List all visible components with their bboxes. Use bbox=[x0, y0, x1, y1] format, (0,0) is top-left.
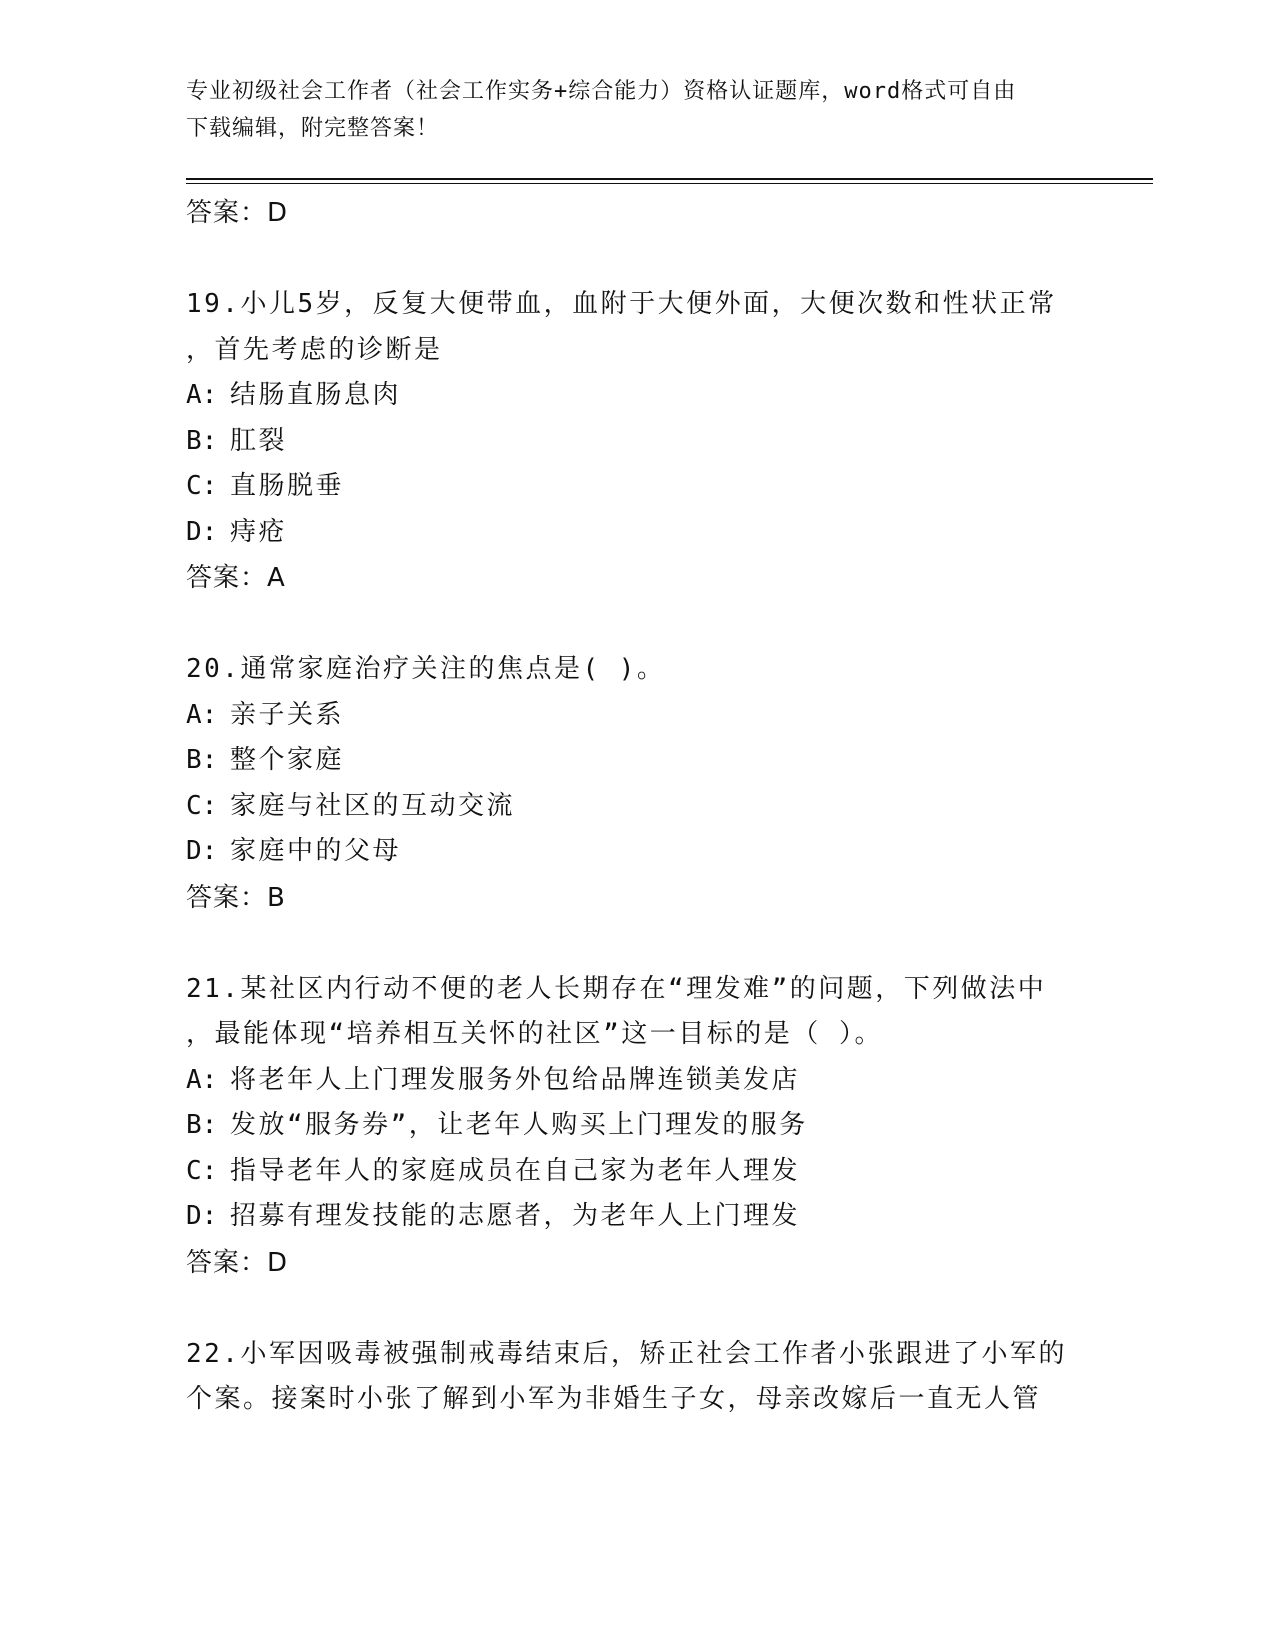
answer-line: 答案：A bbox=[186, 563, 286, 593]
option-b bbox=[186, 1103, 1086, 1149]
option-text: 指导老年人的家庭成员在自己家为老年人理发 bbox=[230, 1155, 801, 1186]
option-a bbox=[186, 693, 1086, 739]
option-d bbox=[186, 510, 1086, 556]
question-text-line: ，最能体现“培养相互关怀的社区”这一目标的是（ ）。 bbox=[186, 1019, 883, 1049]
option-c bbox=[186, 1149, 1086, 1195]
header-rule-thick bbox=[186, 178, 1153, 180]
option-label: B: bbox=[186, 745, 218, 775]
option-a bbox=[186, 1058, 1086, 1104]
option-text: 痔疮 bbox=[230, 516, 288, 547]
question-text-line: 22.小军因吸毒被强制戒毒结束后，矫正社会工作者小张跟进了小军的 bbox=[186, 1338, 1067, 1369]
question-text-line: 20.通常家庭治疗关注的焦点是( )。 bbox=[186, 654, 666, 684]
question-text-line: ，首先考虑的诊断是 bbox=[186, 334, 443, 365]
option-a bbox=[186, 373, 1086, 419]
option-label: A: bbox=[186, 380, 218, 410]
header-line-1: 专业初级社会工作者（社会工作实务+综合能力）资格认证题库，word格式可自由 bbox=[186, 79, 1017, 104]
option-label: A: bbox=[186, 699, 218, 730]
option-text: 招募有理发技能的志愿者，为老年人上门理发 bbox=[230, 1201, 801, 1231]
question-block bbox=[186, 967, 1086, 1286]
option-d bbox=[186, 1194, 1086, 1240]
option-label: D: bbox=[186, 516, 218, 547]
option-text: 家庭与社区的互动交流 bbox=[230, 790, 516, 821]
option-label: D: bbox=[186, 836, 218, 866]
question-text-line: 19.小儿5岁，反复大便带血，血附于大便外面，大便次数和性状正常 bbox=[186, 289, 1057, 319]
option-text: 家庭中的父母 bbox=[230, 836, 402, 866]
option-label: D: bbox=[186, 1201, 218, 1231]
option-b bbox=[186, 419, 1086, 465]
option-label: C: bbox=[186, 790, 218, 821]
option-c bbox=[186, 464, 1086, 510]
option-text: 将老年人上门理发服务外包给品牌连锁美发店 bbox=[230, 1064, 801, 1095]
option-label: A: bbox=[186, 1064, 218, 1095]
option-text: 结肠直肠息肉 bbox=[230, 380, 402, 410]
option-c bbox=[186, 784, 1086, 830]
question-block bbox=[186, 647, 1086, 921]
document-body bbox=[186, 190, 1086, 1423]
option-d bbox=[186, 829, 1086, 875]
option-label: B: bbox=[186, 425, 218, 456]
option-text: 整个家庭 bbox=[230, 745, 345, 775]
option-text: 亲子关系 bbox=[230, 699, 345, 730]
option-label: C: bbox=[186, 471, 218, 501]
header-rule-thin bbox=[186, 183, 1153, 184]
question-text-line: 21.某社区内行动不便的老人长期存在“理发难”的问题，下列做法中 bbox=[186, 973, 1047, 1004]
answer-line: 答案：D bbox=[186, 1247, 289, 1278]
answer-line: 答案：B bbox=[186, 882, 286, 913]
question-block bbox=[186, 1332, 1086, 1423]
option-text: 直肠脱垂 bbox=[230, 471, 345, 501]
answer-line: 答案：D bbox=[186, 198, 289, 228]
document-header bbox=[186, 73, 1086, 147]
option-text: 发放“服务券”，让老年人购买上门理发的服务 bbox=[230, 1110, 808, 1140]
option-label: B: bbox=[186, 1110, 218, 1140]
header-line-2: 下载编辑，附完整答案！ bbox=[186, 116, 440, 141]
option-label: C: bbox=[186, 1155, 218, 1186]
question-block bbox=[186, 282, 1086, 601]
option-b bbox=[186, 738, 1086, 784]
option-text: 肛裂 bbox=[230, 425, 288, 456]
question-text-line: 个案。接案时小张了解到小军为非婚生子女，母亲改嫁后一直无人管 bbox=[186, 1384, 1042, 1414]
